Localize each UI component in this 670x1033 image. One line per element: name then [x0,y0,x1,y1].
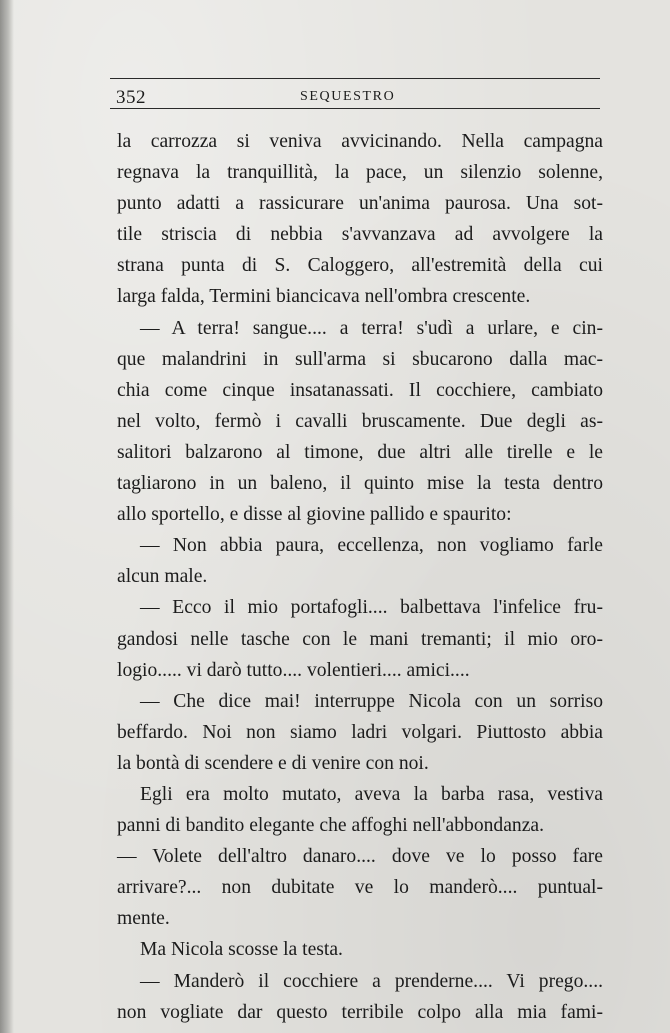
text-line: — Ecco il mio portafogli.... balbettava l'infelice fru- [140,597,603,619]
text-line: la bontà di scendere e di venire con noi. [117,752,429,774]
text-line: arrivare?... non dubitate ve lo manderò.... puntual- [117,877,603,899]
text-line: tile striscia di nebbia s'avvanzava ad avvolgere la [117,224,603,246]
text-line: — Che dice mai! interruppe Nicola con un sorriso [140,690,603,712]
text-line: regnava la tranquillità, la pace, un silenzio solenne, [117,162,603,184]
text-line: allo sportello, e disse al giovine pallido e spaurito: [117,504,512,526]
text-line: beffardo. Noi non siamo ladri volgari. Piuttosto abbia [117,721,603,743]
text-line: — Volete dell'altro danaro.... dove ve lo posso fare [117,846,603,868]
text-line: mente. [117,908,170,930]
text-line: chia come cinque insatanassati. Il cocchiere, cambiato [117,379,603,401]
text-line: nel volto, fermò i cavalli bruscamente. Due degli as- [117,410,603,432]
body-text [117,126,603,1028]
text-line: — Non abbia paura, eccellenza, non vogliamo farle [140,535,603,557]
text-line: Egli era molto mutato, aveva la barba rasa, vestiva [140,783,603,805]
text-line: punto adatti a rassicurare un'anima paurosa. Una sot- [117,193,603,215]
text-line: Ma Nicola scosse la testa. [140,939,343,961]
page-number: 352 [116,87,146,108]
text-line: salitori balzarono al timone, due altri alle tirelle e le [117,441,603,463]
text-line: panni di bandito elegante che affoghi nell'abbondanza. [117,815,544,837]
header-top-rule [110,78,600,79]
text-line: — Manderò il cocchiere a prenderne.... Vi prego.... [140,970,603,992]
header-bottom-rule [110,108,600,109]
page-header [110,78,600,118]
page-gutter-shadow [0,0,14,1033]
text-line: — A terra! sangue.... a terra! s'udì a urlare, e cin- [140,317,603,339]
text-line: logio..... vi darò tutto.... volentieri.... amici.... [117,659,470,681]
text-line: larga falda, Termini biancicava nell'ombra crescente. [117,286,531,308]
text-line: strana punta di S. Caloggero, all'estremità della cui [117,255,603,277]
text-line: non vogliate dar questo terribile colpo alla mia fami- [117,1001,603,1023]
running-head: SEQUESTRO [300,89,396,104]
text-line: tagliarono in un baleno, il quinto mise la testa dentro [117,473,603,495]
text-line: gandosi nelle tasche con le mani tremanti; il mio oro- [117,628,603,650]
text-line: que malandrini in sull'arma si sbucarono dalla mac- [117,348,603,370]
text-line: alcun male. [117,566,208,588]
text-line: la carrozza si veniva avvicinando. Nella campagna [117,131,603,152]
